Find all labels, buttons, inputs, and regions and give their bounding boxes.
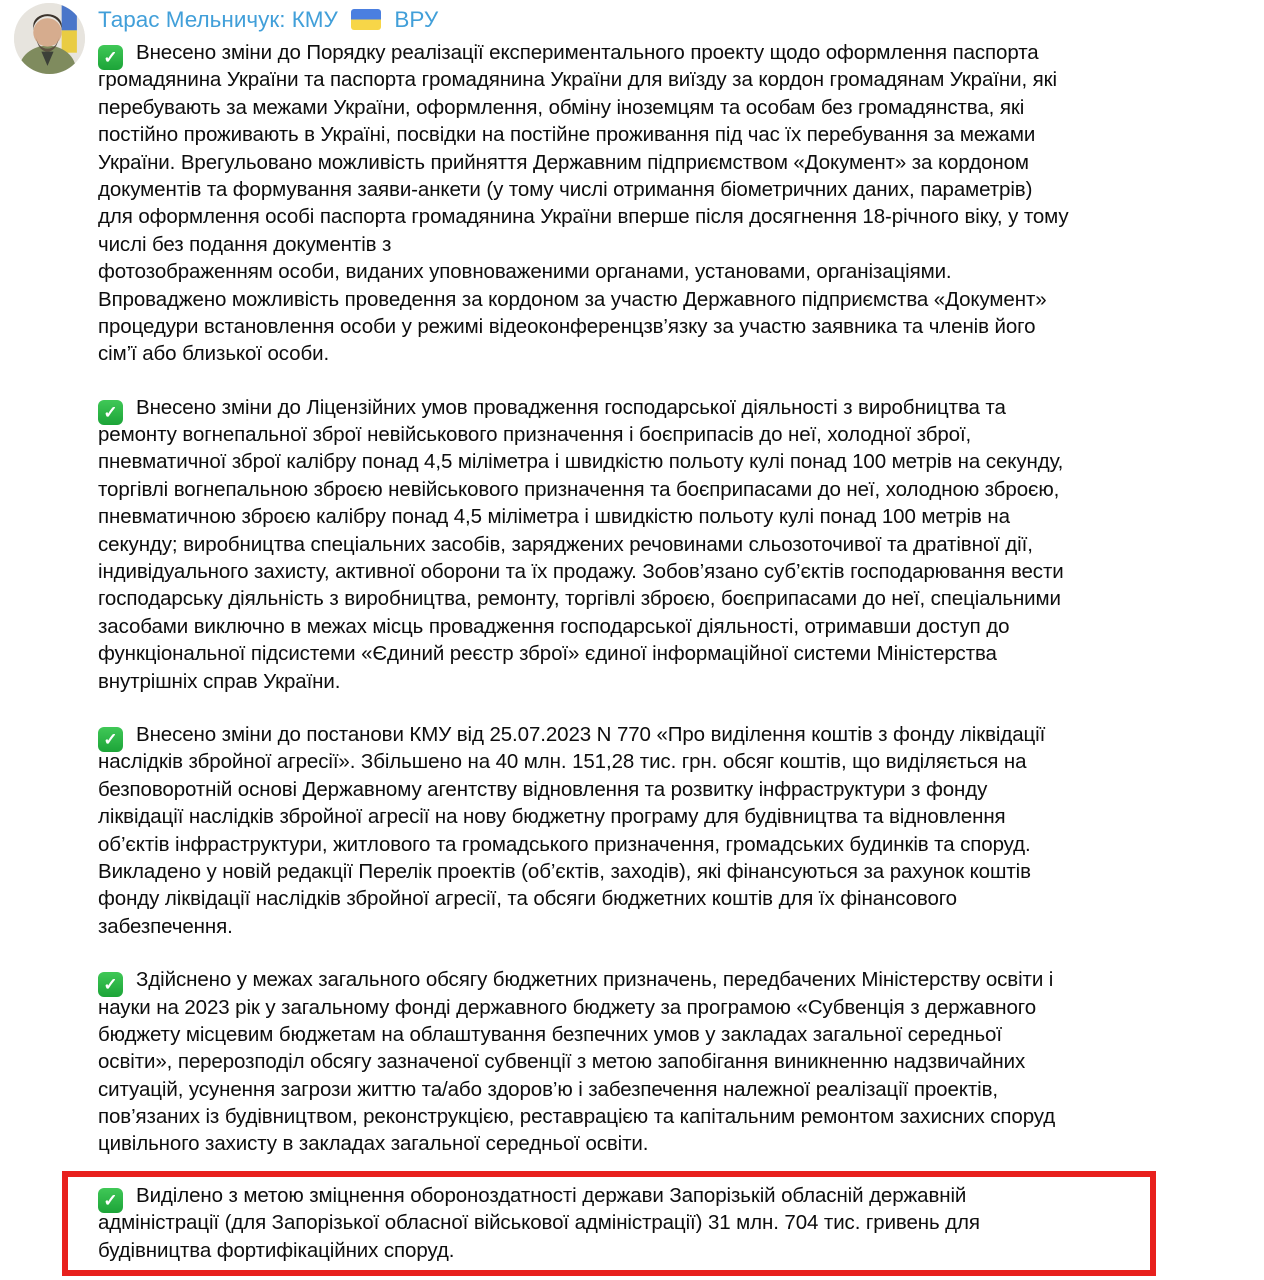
text-line: торгівлі вогнепальною зброєю невійськового призначення та боєприпасами до неї, холодною зброєю, <box>98 477 1060 501</box>
avatar[interactable] <box>14 3 85 74</box>
text-line: індивідуального захисту, активної оборони та їх продажу. Зобов’язано суб’єктів господарювання вести <box>98 560 1064 584</box>
channel-name-right: ВРУ <box>394 7 439 32</box>
text-line: господарську діяльність з виробництва, ремонту, торгівлі зброєю, боєприпасами до неї, спеціальними <box>98 587 1061 611</box>
text-line: будівництва фортифікаційних споруд. <box>98 1238 455 1262</box>
channel-name[interactable] <box>98 5 1258 35</box>
flag-blue-stripe <box>62 3 77 30</box>
text-line: забезпечення. <box>98 914 233 938</box>
text-line-content: Виділено з метою зміцнення обороноздатності держави Запорізькій обласній державній <box>136 1183 967 1207</box>
check-icon: ✓ <box>98 1188 123 1213</box>
text-line: фотозображенням особи, виданих уповноваженими органами, установами, організаціями. <box>98 260 952 284</box>
text-line: наслідків збройної агресії». Збільшено на 40 млн. 151,28 тис. грн. обсяг коштів, що виділяється на <box>98 750 1027 774</box>
flag-yellow-stripe <box>62 30 77 52</box>
text-line <box>98 394 1258 421</box>
message-paragraph-highlighted <box>62 1171 1156 1276</box>
text-line: пневматичної зброї калібру понад 4,5 міліметра і швидкістю польоту кулі понад 100 метрів на секунду, <box>98 450 1064 474</box>
text-line: постійно проживають в Україні, посвідки на постійне проживання під час їх перебування за межами <box>98 123 1036 147</box>
text-line: числі без подання документів з <box>98 232 392 256</box>
message-paragraph <box>98 394 1258 695</box>
ukraine-flag-icon <box>351 9 381 30</box>
text-line: сім’ї або близької особи. <box>98 342 330 366</box>
message-body <box>98 39 1258 1276</box>
text-line <box>98 1182 1142 1209</box>
text-line: секунду; виробництва спеціальних засобів, заряджених речовинами сльозоточивої та дратівної дії, <box>98 532 1033 556</box>
text-line: засобами виключно в межах місць провадження господарської діяльності, отримавши доступ до <box>98 614 1010 638</box>
text-line: цивільного захисту в закладах загальної середньої освіти. <box>98 1132 649 1156</box>
text-line: внутрішніх справ України. <box>98 669 341 693</box>
message-paragraph <box>98 39 1258 368</box>
text-line-content: Внесено зміни до Порядку реалізації експериментального проекту щодо оформлення паспорта <box>136 41 1039 64</box>
text-line: громадянина України та паспорта громадянина України для виїзду за кордон громадянам України, які <box>98 68 1057 92</box>
text-line: Впроваджено можливість проведення за кордоном за участю Державного підприємства «Документ» <box>98 287 1047 311</box>
text-line: ситуацій, усунення загрози життю та/або здоров’ю і забезпечення належної реалізації проектів, <box>98 1077 998 1101</box>
channel-name-left: Тарас Мельничук: КМУ <box>98 7 338 32</box>
text-line: безповоротній основі Державному агентству відновлення та розвитку інфраструктури з фонду <box>98 777 988 801</box>
text-line: адміністрації (для Запорізької обласної військової адміністрації) 31 млн. 704 тис. гривень для <box>98 1211 980 1235</box>
text-line: функціональної підсистеми «Єдиний реєстр зброї» єдиної інформаційної системи Міністерства <box>98 642 997 666</box>
text-line <box>98 39 1258 66</box>
check-icon: ✓ <box>98 45 123 70</box>
check-icon: ✓ <box>98 400 123 425</box>
text-line: об’єктів інфраструктури, житлового та громадського призначення, громадських будинків та споруд. <box>98 832 1031 856</box>
text-line: Викладено у новій редакції Перелік проектів (об’єктів, заходів), які фінансуються за рахунок коштів <box>98 859 1031 883</box>
message-content <box>98 5 1258 1276</box>
check-icon: ✓ <box>98 972 123 997</box>
text-line: України. Врегульовано можливість прийняття Державним підприємством «Документ» за кордоном <box>98 150 1029 174</box>
text-line: науки на 2023 рік у загальному фонді державного бюджету за програмою «Субвенція з державного <box>98 995 1037 1019</box>
text-line <box>98 966 1258 993</box>
text-line: пов’язаних із будівництвом, реконструкцією, реставрацією та капітальним ремонтом захисних споруд <box>98 1105 1056 1129</box>
text-line-content: Здійснено у межах загального обсягу бюджетних призначень, передбачених Міністерству освіти і <box>136 968 1054 992</box>
message-paragraph <box>98 721 1258 940</box>
text-line: освіти», перерозподіл обсягу зазначеної субвенції з метою запобігання виникненню надзвичайних <box>98 1050 1026 1074</box>
message-paragraph <box>98 966 1258 1158</box>
text-line: процедури встановлення особи у режимі відеоконференцзв’язку за участю заявника та членів його <box>98 314 1036 338</box>
text-line: фонду ліквідації наслідків збройної агресії, та обсяги бюджетних коштів для їх фінансового <box>98 887 957 911</box>
text-line: ремонту вогнепальної зброї невійськового призначення і боєприпасів до неї, холодної зброї, <box>98 423 972 447</box>
text-line-content: Внесено зміни до Ліцензійних умов провадження господарської діяльності з виробництва та <box>136 395 1006 419</box>
text-line-content: Внесено зміни до постанови КМУ від 25.07.2023 N 770 «Про виділення коштів з фонду ліквідації <box>136 722 1046 746</box>
text-line: документів та формування заяви-анкети (у тому числі отримання біометричних даних, параметрів) <box>98 177 1033 201</box>
text-line: для оформлення особі паспорта громадянина України вперше після досягнення 18-річного віку, у тому <box>98 205 1069 229</box>
avatar-photo <box>14 3 85 74</box>
check-icon: ✓ <box>98 727 123 752</box>
text-line: бюджету місцевим бюджетам на облаштування безпечних умов у закладах загальної середньої <box>98 1022 1002 1046</box>
text-line: ліквідації наслідків збройної агресії на нову бюджетну програму для будівництва та відновлення <box>98 805 1006 829</box>
text-line: пневматичною зброєю калібру понад 4,5 міліметра і швидкістю польоту кулі понад 100 метрів на <box>98 505 1010 529</box>
text-line: перебувають за межами України, оформлення, обміну іноземцям та особам без громадянства, які <box>98 95 1025 119</box>
text-line <box>98 721 1258 748</box>
